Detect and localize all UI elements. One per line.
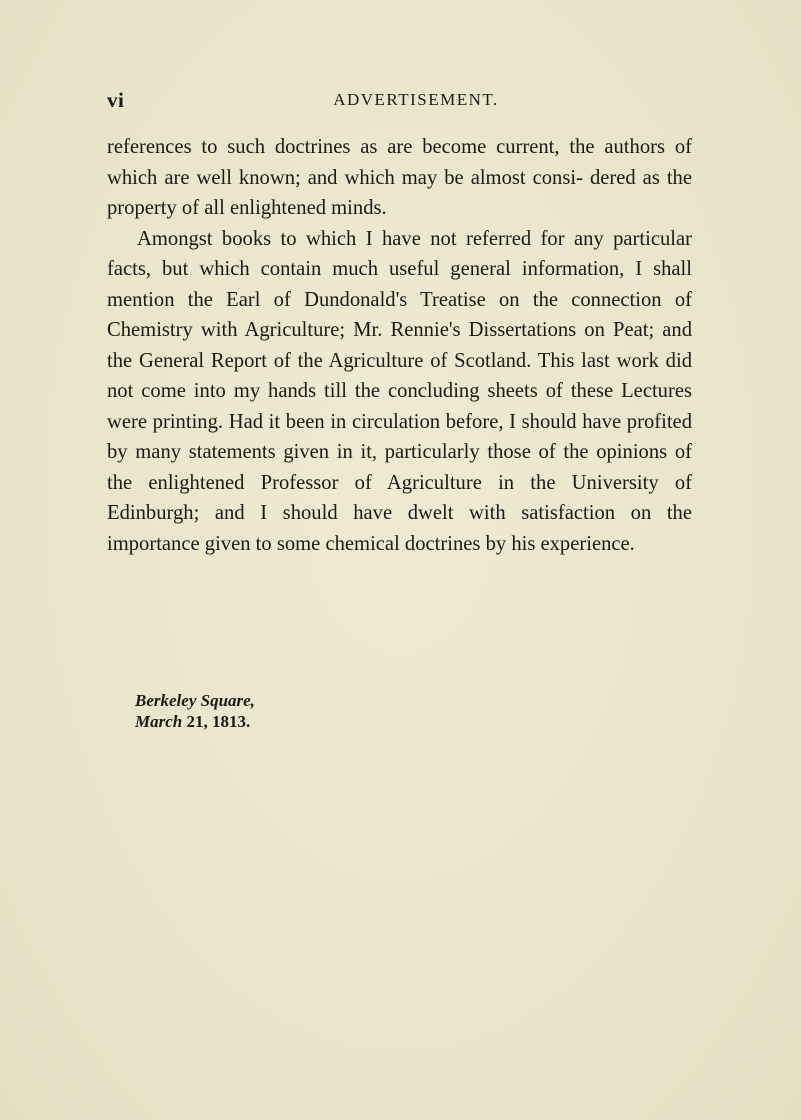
page-number: vi: [107, 88, 125, 112]
signoff-day-year: 21, 1813.: [182, 712, 251, 731]
paragraph-continuation: references to such doctrines as are become current, the authors of which are well known; and which may be almost consi- dered as the property of all enlightened minds.: [107, 136, 692, 219]
body-text: [107, 132, 692, 559]
signoff-month: March: [135, 712, 183, 731]
running-head: ADVERTISEMENT.: [333, 90, 499, 109]
signoff-place: Berkeley Square,: [135, 691, 255, 710]
page-header: [107, 88, 695, 118]
paragraph-books: Amongst books to which I have not referred for any particular facts, but which contain much useful general information, I shall mention the Earl of Dundonald's Treatise on the connection of Chemistry with Agriculture; Mr. Rennie's Dissertations on Peat; and the General Report of the Agriculture of Scotland. This last work did not come into my hands till the concluding sheets of these Lectures were printing. Had it been in circulation before, I should have profited by many statements given in it, particularly those of the opinions of the enlightened Professor of Agriculture in the University of Edinburgh; and I should have dwelt with satisfaction on the importance given to some chemical doctrines by his experience.: [107, 227, 692, 555]
signoff-date: [135, 711, 255, 732]
signoff: [135, 690, 255, 732]
